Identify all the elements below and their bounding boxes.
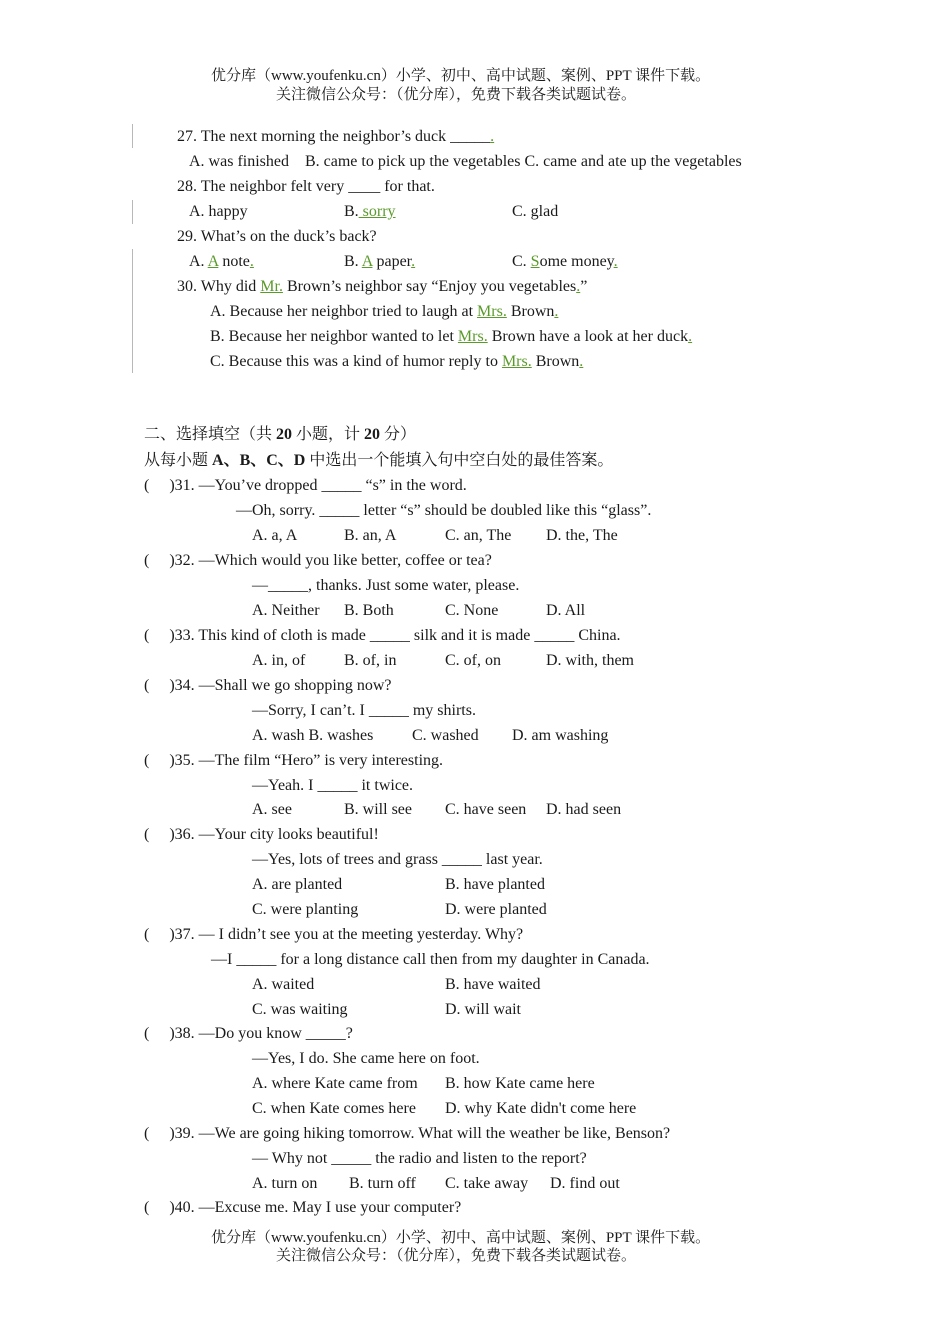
- q33-option-c: C. of, on: [445, 652, 501, 669]
- q38-option-c: C. when Kate comes here: [252, 1100, 416, 1117]
- revision-bar: [132, 124, 133, 148]
- q29-stem: 29. What’s on the duck’s back?: [177, 228, 377, 245]
- q39-reply: — Why not _____ the radio and listen to the report?: [252, 1150, 587, 1167]
- q38-reply: —Yes, I do. She came here on foot.: [252, 1050, 480, 1067]
- q31-option-c: C. an, The: [445, 527, 512, 544]
- q28-option-c: C. glad: [512, 203, 559, 220]
- q28-option-b: B. sorry: [344, 203, 396, 220]
- q37-stem: ( )37. — I didn’t see you at the meeting yesterday. Why?: [144, 926, 524, 943]
- q32-option-c: C. None: [445, 602, 499, 619]
- q37-option-a: A. waited: [252, 976, 315, 993]
- q37-option-d: D. will wait: [445, 1001, 521, 1018]
- revision-bar: [132, 200, 133, 224]
- q34-reply: —Sorry, I can’t. I _____ my shirts.: [252, 702, 476, 719]
- q37-option-c: C. was waiting: [252, 1001, 348, 1018]
- q38-option-d: D. why Kate didn't come here: [445, 1100, 637, 1117]
- q39-stem: ( )39. —We are going hiking tomorrow. What will the weather be like, Benson?: [144, 1125, 671, 1142]
- q35-option-a: A. see: [252, 801, 292, 818]
- q37-reply: —I _____ for a long distance call then from my daughter in Canada.: [211, 951, 650, 968]
- q39-option-c: C. take away: [445, 1175, 529, 1192]
- q32-option-a: A. Neither: [252, 602, 320, 619]
- q36-option-c: C. were planting: [252, 901, 359, 918]
- q37-option-b: B. have waited: [445, 976, 541, 993]
- q31-option-a: A. a, A: [252, 527, 298, 544]
- q32-reply: —_____, thanks. Just some water, please.: [252, 577, 520, 594]
- section2-title: 二、选择填空（共 20 小题，计 20 分）: [144, 426, 417, 443]
- page-footer-line2: 关注微信公众号：（优分库），免费下载各类试题试卷。: [276, 1248, 637, 1264]
- revision-bar: [132, 249, 133, 373]
- q27-options: A. was finished B. came to pick up the vegetables C. came and ate up the vegetables: [189, 153, 742, 170]
- q36-reply: —Yes, lots of trees and grass _____ last year.: [252, 851, 543, 868]
- q29-option-c: C. Some money.: [512, 253, 618, 270]
- q39-option-a: A. turn on: [252, 1175, 318, 1192]
- q38-option-b: B. how Kate came here: [445, 1075, 595, 1092]
- q32-option-d: D. All: [546, 602, 586, 619]
- q30-option-b: B. Because her neighbor wanted to let Mrs. Brown have a look at her duck.: [210, 328, 693, 345]
- q34-stem: ( )34. —Shall we go shopping now?: [144, 677, 392, 694]
- q29-option-b: B. A paper.: [344, 253, 416, 270]
- q35-reply: —Yeah. I _____ it twice.: [252, 777, 414, 794]
- q34-option-d: D. am washing: [512, 727, 609, 744]
- q36-option-a: A. are planted: [252, 876, 343, 893]
- q33-option-d: D. with, them: [546, 652, 634, 669]
- q33-option-b: B. of, in: [344, 652, 397, 669]
- page-footer-line1: 优分库（www.youfenku.cn）小学、初中、高中试题、案例、PPT 课件下载。: [211, 1230, 711, 1246]
- q32-stem: ( )32. —Which would you like better, coffee or tea?: [144, 552, 492, 569]
- q36-option-d: D. were planted: [445, 901, 547, 918]
- q30-option-a: A. Because her neighbor tried to laugh at Mrs. Brown.: [210, 303, 559, 320]
- q30-option-c: C. Because this was a kind of humor reply to Mrs. Brown.: [210, 353, 584, 370]
- q39-option-d: D. find out: [550, 1175, 620, 1192]
- q32-option-b: B. Both: [344, 602, 394, 619]
- q35-option-d: D. had seen: [546, 801, 622, 818]
- q31-reply: —Oh, sorry. _____ letter “s” should be doubled like this “glass”.: [236, 502, 652, 519]
- q35-stem: ( )35. —The film “Hero” is very interesting.: [144, 752, 444, 769]
- q33-option-a: A. in, of: [252, 652, 306, 669]
- q34-option-ab: A. wash B. washes: [252, 727, 374, 744]
- q30-stem: 30. Why did Mr. Brown’s neighbor say “Enjoy you vegetables.”: [177, 278, 588, 295]
- q40-stem: ( )40. —Excuse me. May I use your computer?: [144, 1199, 462, 1216]
- q38-option-a: A. where Kate came from: [252, 1075, 418, 1092]
- q35-option-b: B. will see: [344, 801, 412, 818]
- q31-option-d: D. the, The: [546, 527, 618, 544]
- q28-stem: 28. The neighbor felt very ____ for that.: [177, 178, 435, 195]
- q38-stem: ( )38. —Do you know _____?: [144, 1025, 353, 1042]
- page-header-line1: 优分库（www.youfenku.cn）小学、初中、高中试题、案例、PPT 课件下载。: [211, 68, 711, 84]
- q27-stem: 27. The next morning the neighbor’s duck _____.: [177, 128, 495, 145]
- q31-option-b: B. an, A: [344, 527, 397, 544]
- q34-option-c: C. washed: [412, 727, 479, 744]
- q39-option-b: B. turn off: [349, 1175, 416, 1192]
- q33-stem: ( )33. This kind of cloth is made _____ silk and it is made _____ China.: [144, 627, 621, 644]
- q31-stem: ( )31. —You’ve dropped _____ “s” in the word.: [144, 477, 467, 494]
- q28-option-a: A. happy: [189, 203, 248, 220]
- q36-stem: ( )36. —Your city looks beautiful!: [144, 826, 379, 843]
- page-header-line2: 关注微信公众号：（优分库），免费下载各类试题试卷。: [276, 87, 637, 103]
- q36-option-b: B. have planted: [445, 876, 545, 893]
- q29-option-a: A. A note.: [189, 253, 254, 270]
- q35-option-c: C. have seen: [445, 801, 527, 818]
- section2-instructions: 从每小题 A、B、C、D 中选出一个能填入句中空白处的最佳答案。: [144, 452, 614, 469]
